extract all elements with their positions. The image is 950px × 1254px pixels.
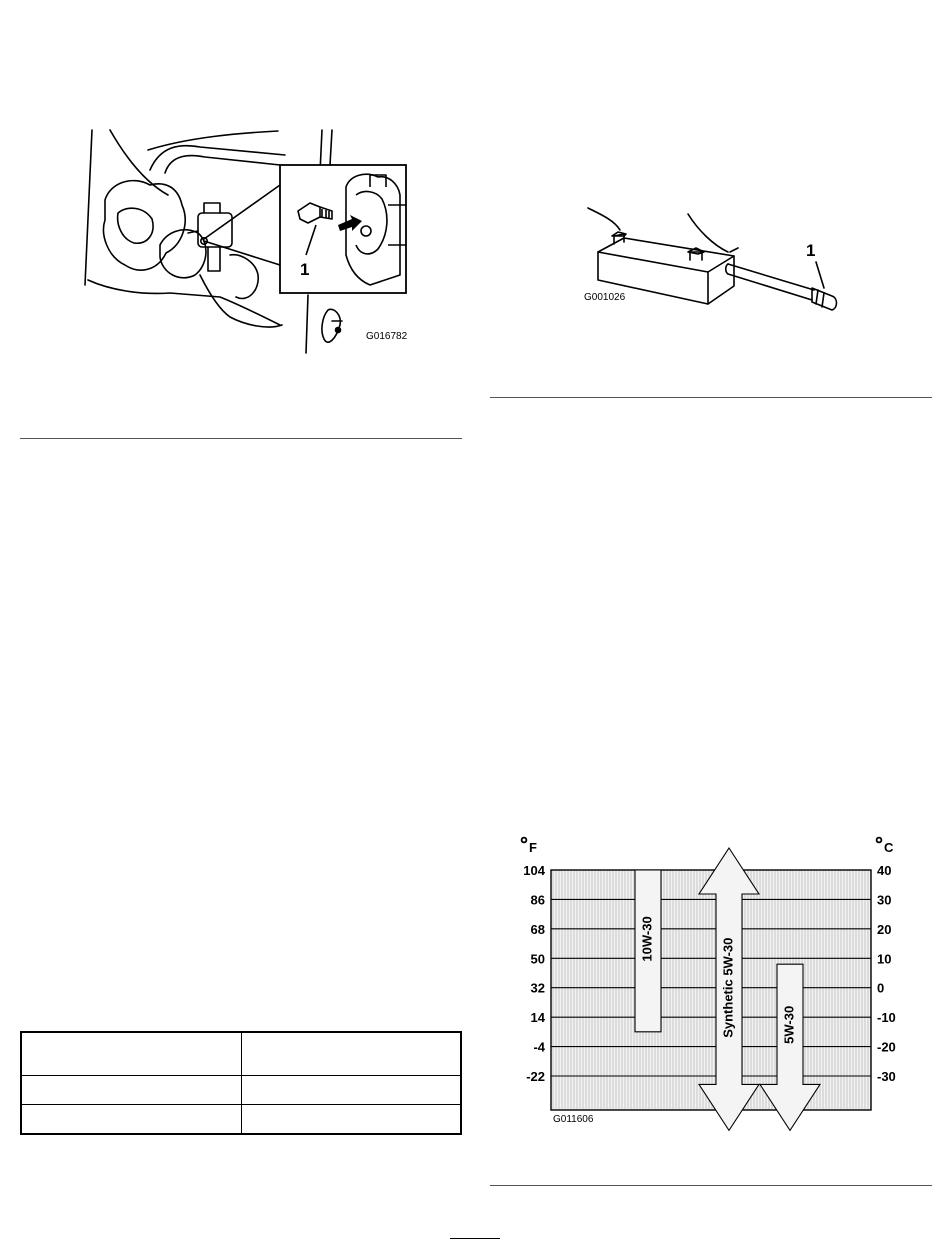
celsius-tick-label: -20 xyxy=(877,1039,896,1055)
oil-viscosity-chart xyxy=(505,835,920,1135)
celsius-degree-symbol xyxy=(877,838,882,843)
celsius-tick-label: 10 xyxy=(877,951,892,967)
celsius-tick-label: 30 xyxy=(877,892,892,908)
spec-table xyxy=(20,1031,462,1135)
figure-drain-extension xyxy=(578,200,858,320)
viscosity-band-label: 5W-30 xyxy=(781,1005,797,1044)
spec-table-header-cell xyxy=(241,1032,461,1076)
carburetor-drain-illustration xyxy=(70,125,415,360)
spec-table-cell xyxy=(241,1105,461,1135)
chart-plot-area xyxy=(551,870,871,1110)
figure1-callout-number: 1 xyxy=(300,260,310,279)
figure2-divider xyxy=(490,397,932,398)
celsius-tick-label: -10 xyxy=(877,1010,896,1026)
viscosity-band-label: 10W-30 xyxy=(639,916,655,962)
fahrenheit-tick-label: -4 xyxy=(533,1039,545,1055)
fahrenheit-tick-label: 104 xyxy=(523,863,545,878)
spec-table-cell xyxy=(241,1076,461,1105)
spec-table-header-cell xyxy=(21,1032,241,1076)
figure2-code: G001026 xyxy=(584,292,626,303)
celsius-tick-label: 0 xyxy=(877,980,885,996)
spec-table-header-row xyxy=(21,1032,461,1076)
fahrenheit-tick-label: 50 xyxy=(530,951,545,967)
figure3-code: G011606 xyxy=(553,1114,594,1125)
fahrenheit-tick-label: 68 xyxy=(530,921,545,937)
figure-carburetor-drain xyxy=(70,125,415,360)
celsius-tick-label: 20 xyxy=(877,921,892,937)
viscosity-band-label: Synthetic 5W-30 xyxy=(720,937,736,1038)
drain-extension-illustration xyxy=(578,200,858,320)
spec-table-row xyxy=(21,1076,461,1105)
fahrenheit-degree-symbol xyxy=(522,838,527,843)
figure3-divider xyxy=(490,1185,932,1186)
figure1-code: G016782 xyxy=(366,331,408,342)
fahrenheit-tick-label: 14 xyxy=(530,1010,545,1026)
celsius-unit-label: C xyxy=(884,840,894,855)
page-number-underline xyxy=(450,1238,500,1239)
spec-table-cell xyxy=(21,1076,241,1105)
celsius-tick-label: 40 xyxy=(877,863,892,878)
fahrenheit-tick-label: 32 xyxy=(530,980,545,996)
spec-table-row xyxy=(21,1105,461,1135)
oil-viscosity-chart-svg xyxy=(505,835,920,1135)
fahrenheit-tick-label: -22 xyxy=(526,1069,545,1084)
fahrenheit-unit-label: F xyxy=(529,840,537,855)
fahrenheit-tick-label: 86 xyxy=(530,892,545,908)
spec-table-cell xyxy=(21,1105,241,1135)
celsius-tick-label: -30 xyxy=(877,1069,896,1084)
figure1-divider xyxy=(20,438,462,439)
figure2-callout-number: 1 xyxy=(806,241,816,260)
